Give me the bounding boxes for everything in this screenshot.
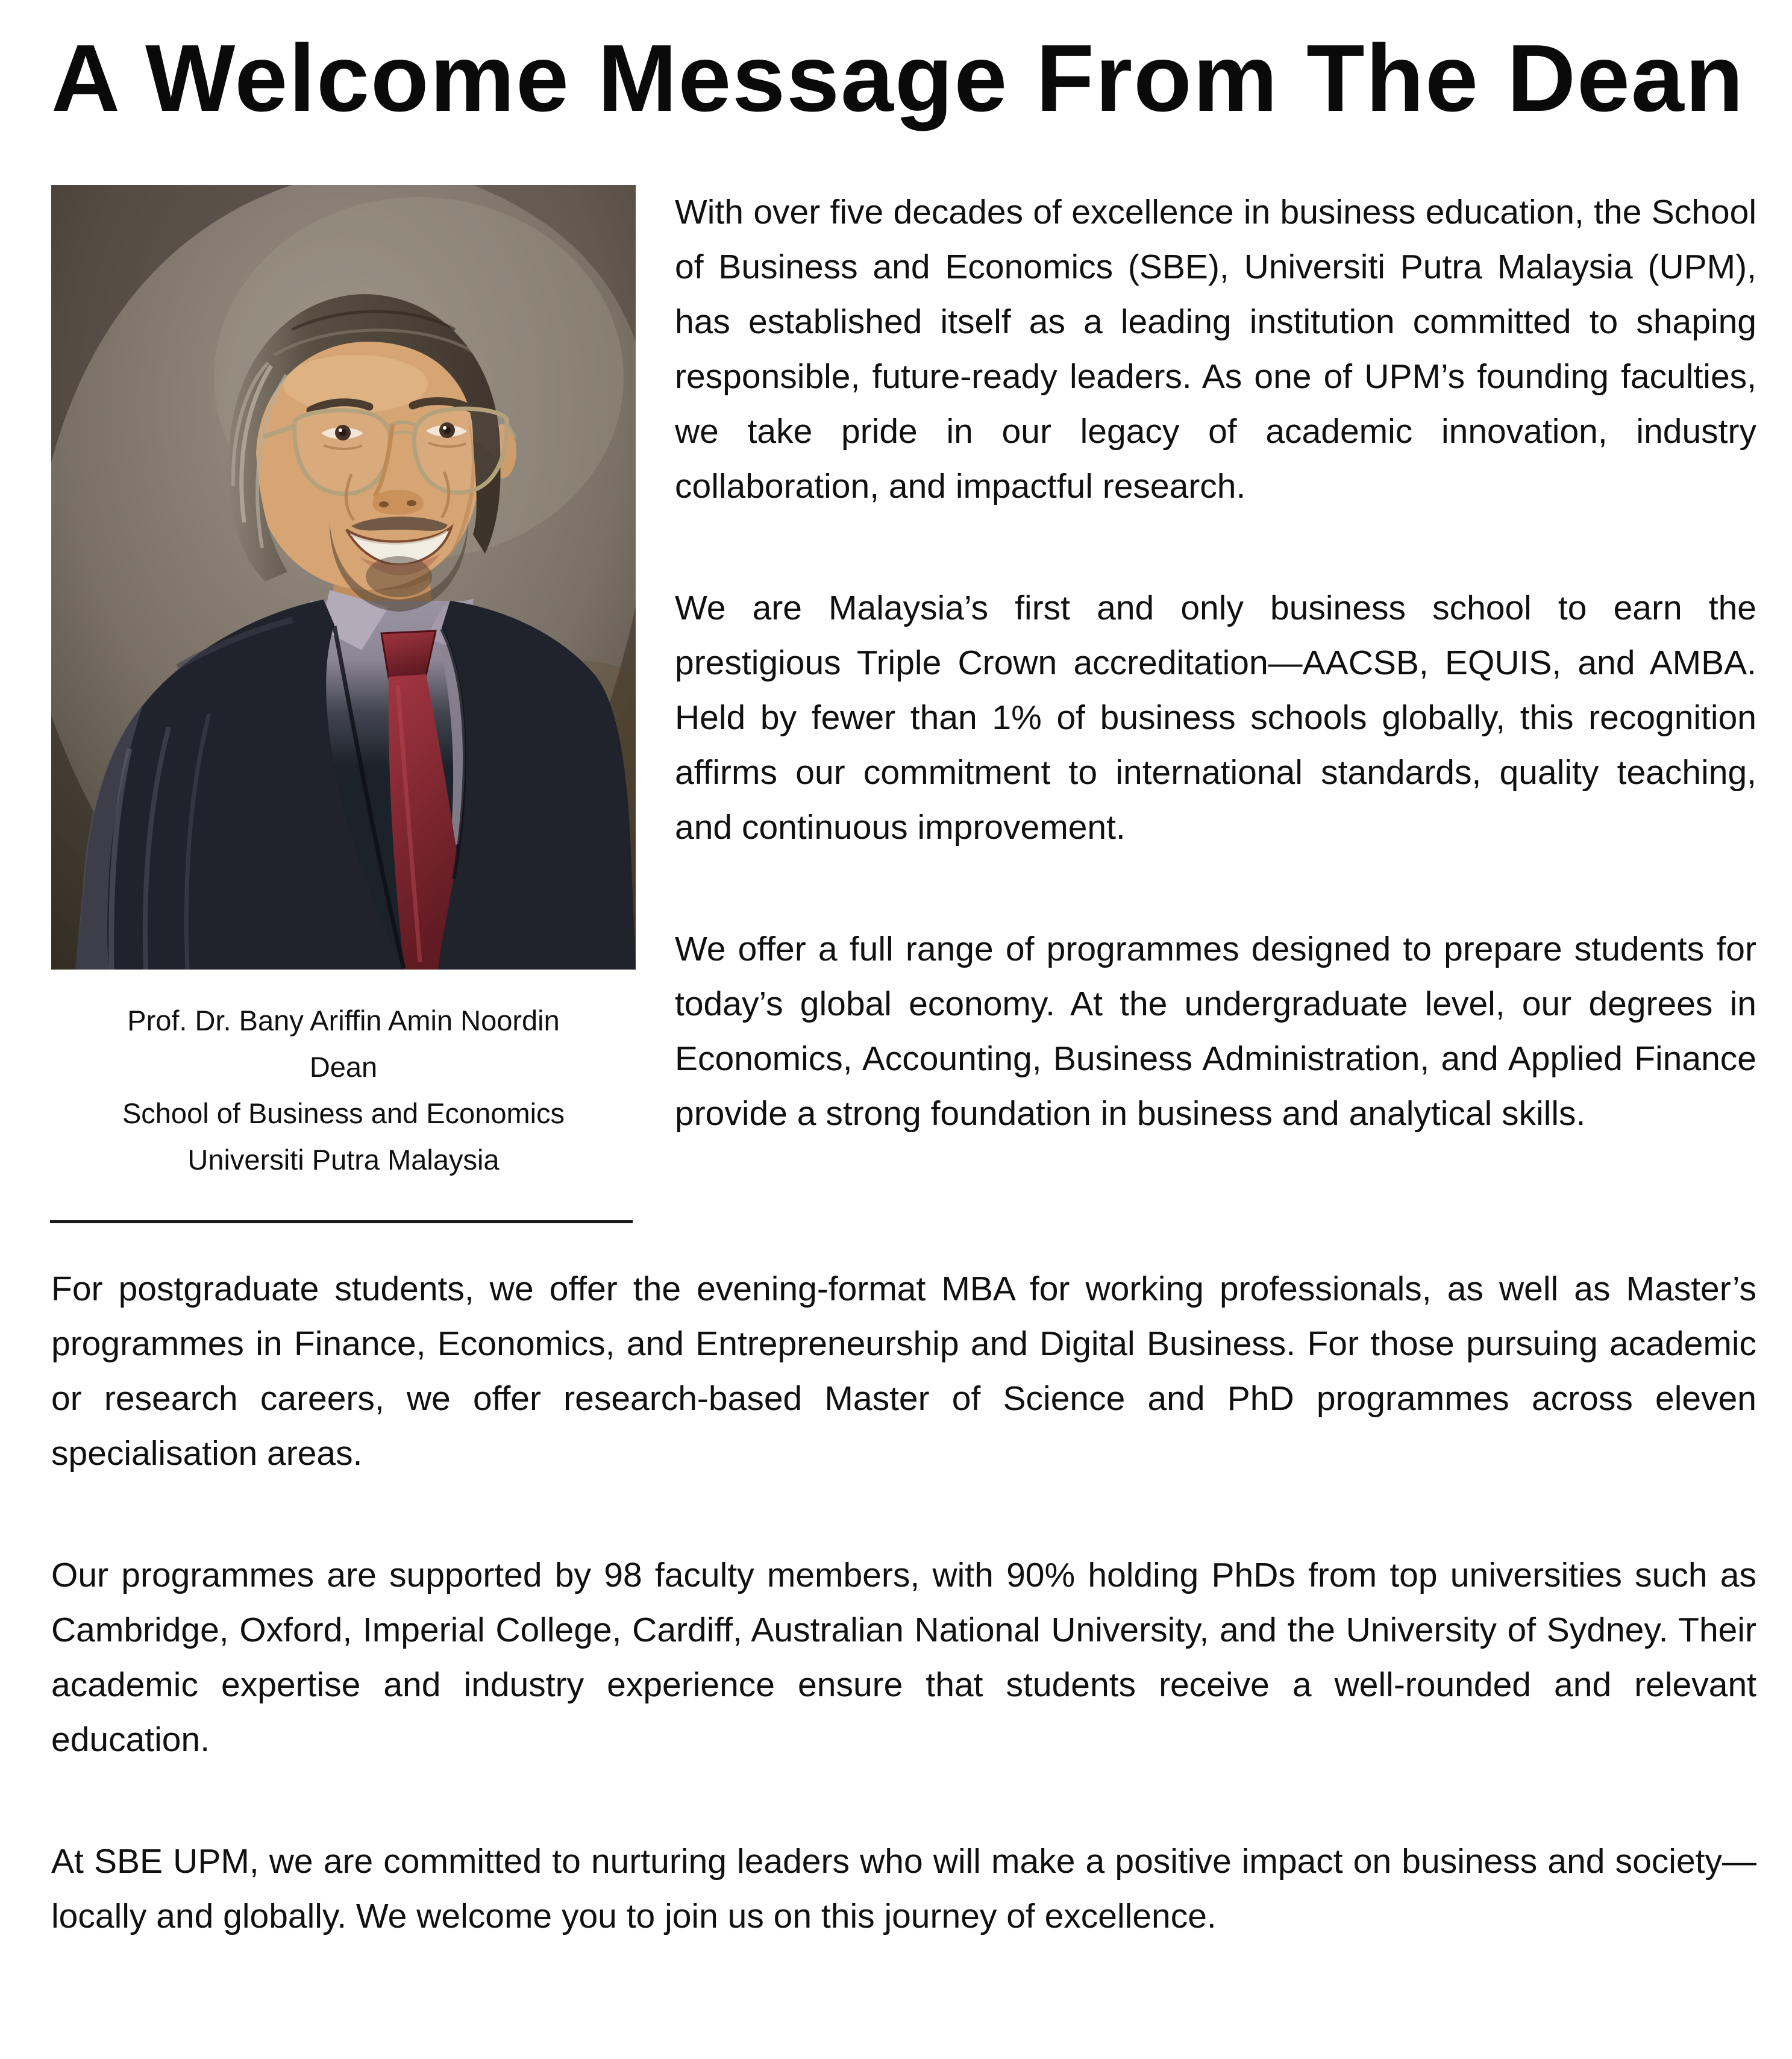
dean-school: School of Business and Economics xyxy=(122,1097,565,1129)
dean-university: Universiti Putra Malaysia xyxy=(187,1143,500,1176)
paragraph: We are Malaysia’s first and only business school to earn the prestigious Triple Crown accreditation—AACSB, EQUIS, and AMBA. Held by fewer than 1% of business schools globally, this recognition affirms our commitment to international standards, quality teaching, and continuous improvement. xyxy=(675,588,1756,847)
welcome-page xyxy=(0,25,1792,2059)
page-title: A Welcome Message From The Dean xyxy=(51,25,1745,131)
paragraph: Our programmes are supported by 98 faculty members, with 90% holding PhDs from top universities such as Cambridge, Oxford, Imperial College, Cardiff, Australian National University, and the University of Sydney. Their academic expertise and industry experience ensure that students receive a well-rounded and relevant education. xyxy=(51,1555,1756,1759)
dean-photo-column xyxy=(51,185,636,1223)
paragraph: For postgraduate students, we offer the evening-format MBA for working professionals, as well as Master’s programmes in Finance, Economics, and Entrepreneurship and Digital Business. For those pursuing academic or research careers, we offer research-based Master of Science and PhD programmes across eleven specialisation areas. xyxy=(51,1269,1756,1473)
two-column-section xyxy=(51,185,1756,1223)
paragraph: At SBE UPM, we are committed to nurturing leaders who will make a positive impact on business and society—locally and globally. We welcome you to join us on this journey of excellence. xyxy=(51,1841,1756,1935)
photo-caption xyxy=(51,997,636,1183)
dean-role: Dean xyxy=(309,1050,378,1083)
dean-photo-figure xyxy=(51,185,636,1183)
paragraph: With over five decades of excellence in business education, the School of Business and Economics (SBE), Universiti Putra Malaysia (UPM), has established itself as a leading institution committed to shaping responsible, future-ready leaders. As one of UPM’s founding faculties, we take pride in our legacy of academic innovation, industry collaboration, and impactful research. xyxy=(675,192,1756,506)
paragraph: We offer a full range of programmes designed to prepare students for today’s global economy. At the undergraduate level, our degrees in Economics, Accounting, Business Administration, and Applied Finance provide a strong foundation in business and analytical skills. xyxy=(675,929,1756,1133)
dean-name: Prof. Dr. Bany Ariffin Amin Noordin xyxy=(127,1004,560,1036)
caption-divider xyxy=(50,1220,633,1223)
full-width-section xyxy=(51,1262,1756,1944)
message-column xyxy=(675,185,1756,1141)
dean-photo xyxy=(51,185,636,970)
